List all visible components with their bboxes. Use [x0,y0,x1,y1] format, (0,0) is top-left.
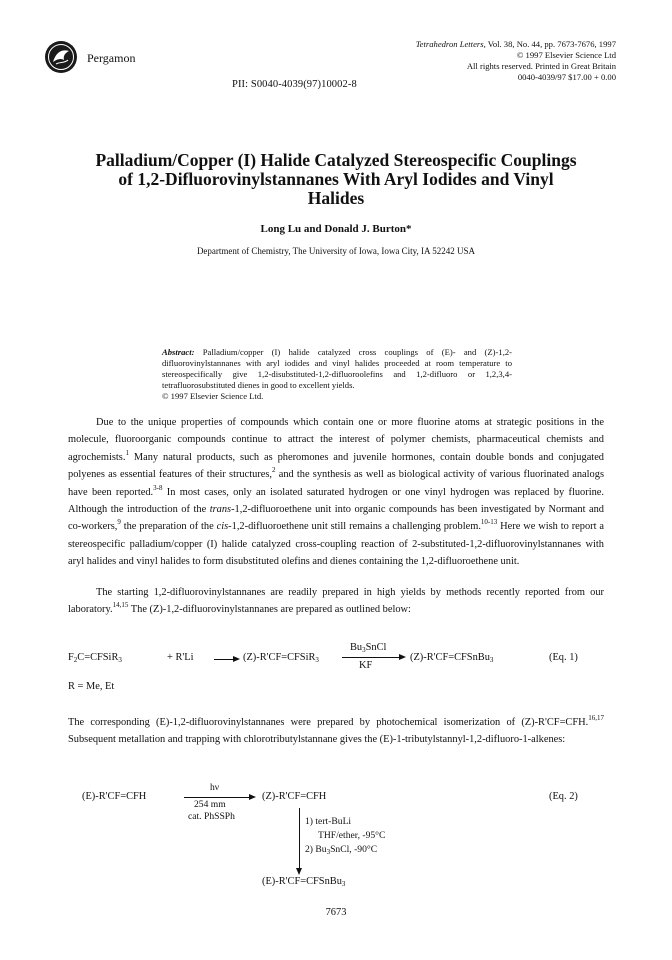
journal-citation: Tetrahedron Letters, Vol. 38, No. 44, pp. 7673-7676, 1997 [415,39,616,49]
eq2-label: (Eq. 2) [549,791,578,802]
abstract-text: Palladium/copper (I) halide catalyzed cross couplings of (E)- and (Z)-1,2-difluorovinylstannanes with aryl iodides and vinyl halides proceeded at room temperature to stereospecifically give 1,2-disubstituted-1,2-difluoroolefins and 1,2-difluoro or 1,2,3,4-tetrafluorosubstituted dienes in good to excellent yields. [162,347,512,390]
arrow-right-icon [399,654,406,660]
abstract [162,347,512,402]
eq2-product-1: (Z)-R'CF=CFH [262,791,327,802]
arrow-down-icon [296,868,302,875]
journal-header [416,39,616,83]
eq2-step-1: 1) tert-BuLi [305,816,352,827]
citation-ref: 3-8 [153,483,163,492]
eq2-catalyst: cat. PhSSPh [188,811,235,822]
eq2-step-1-conditions: THF/ether, -95°C [318,830,386,841]
eq1-arrow-1 [214,659,234,660]
eq1-reagent-top: $Bu_3SnCl$ [350,642,387,654]
arrow-right-icon [249,794,256,800]
authors: Long Lu and Donald J. Burton* [260,223,412,235]
eq1-intermediate: (Z)-R'CF=CFSiR$_3$ [243,652,319,664]
eq1-r-definition: R = Me, Et [68,681,115,692]
eq2-condition-top: hν [210,782,220,793]
eq1-arrow-2 [342,657,400,658]
citation-ref: 2 [272,466,276,475]
arrow-right-icon [233,656,240,662]
abstract-label: Abstract: [162,347,195,357]
body-paragraph-3: The corresponding (E)-1,2-difluorovinylstannanes were prepared by photochemical isomerization of (Z)-R'CF=CFH.$^{16,17}$ Subsequent metallation and trapping with chlorotributylstannane gives the (E)-1-tributylstannyl-1,2-difluoro-1-alkenes: [68,714,604,746]
eq2-arrow-1 [184,797,250,798]
eq1-label: (Eq. 1) [549,652,578,663]
issn-line: 0040-4039/97 $17.00 + 0.00 [517,72,616,82]
pii-identifier: PII: S0040-4039(97)10002-8 [232,79,357,90]
eq2-step-2: 2) $Bu_3SnCl$, -90°C [305,844,378,856]
copyright-line: © 1997 Elsevier Science Ltd [516,50,616,60]
citation-ref: 10-13 [480,518,498,527]
eq2-reactant: (E)-R'CF=CFH [82,791,147,802]
eq1-reactant-2: + R'Li [167,652,194,663]
body-paragraph-1: Due to the unique properties of compounds which contain one or more fluorine atoms at strategic positions in the molecule, fluoroorganic compounds continue to attract the interest of polymer chemists, pharmaceutical chemists and agrochemists.$^1$ Many natural products, such as pheromones and juvenile hormones, contain double bonds and conjugated polyenes as essential features of their structures,$^2$ and the synthesis as well as biological activity of various fluorinated analogs have been reported.$^{3-8}$ In most cases, only an isolated saturated hydrogen or one vinyl hydrogen was replaced by fluorine. Although the introduction of the trans-1,2-difluoroethene unit into organic compounds has been investigated by Normant and co-workers,$^9$ the preparation of the cis-1,2-difluoroethene unit still remains a challenging problem.$^{10-13}$ Here we wish to report a stereospecific palladium/copper (I) halide catalyzed cross-coupling reaction of 2-substituted-1,2-difluorovinylstannanes with aryl halides and vinyl halides to form disubstituted olefins and dienes containing the 1,2-difluoroethene unit. [68,417,604,568]
journal-name: Tetrahedron Letters [415,39,484,49]
eq1-reagent-bottom: KF [359,660,373,671]
citation-ref: 16,17 [588,714,604,722]
title-line: Halides [307,188,365,208]
citation-ref: 1 [125,448,129,457]
eq2-product-2: (E)-R'CF=CFSnBu$_3$ [262,876,346,888]
body-paragraph-2: The starting 1,2-difluorovinylstannanes are readily prepared in high yields by methods recently reported from our laboratory.$^{14,15}$ The (Z)-1,2-difluorovinylstannanes are prepared as outlined below: [68,587,604,616]
eq2-condition-bottom: 254 mm [194,799,226,810]
page-number: 7673 [325,907,347,918]
title-line: Palladium/Copper (I) Halide Catalyzed Stereospecific Couplings [95,150,577,170]
abstract-copyright: © 1997 Elsevier Science Ltd. [162,391,264,401]
publisher-name: Pergamon [87,51,136,65]
paper-title [40,151,632,208]
affiliation: Department of Chemistry, The University of Iowa, Iowa City, IA 52242 USA [196,246,476,256]
eq1-reactant-1: $F_2C=CFSiR_3$ [68,652,122,664]
title-line: of 1,2-Difluorovinylstannanes With Aryl Iodides and Vinyl [118,169,554,189]
citation-ref: 9 [117,518,121,527]
eq1-product: (Z)-R'CF=CFSnBu$_3$ [410,652,494,664]
rights-line: All rights reserved. Printed in Great Britain [466,61,616,71]
eq2-vertical-arrow [299,808,300,870]
pergamon-logo-icon [44,40,78,74]
citation-ref: 14,15 [112,601,129,610]
